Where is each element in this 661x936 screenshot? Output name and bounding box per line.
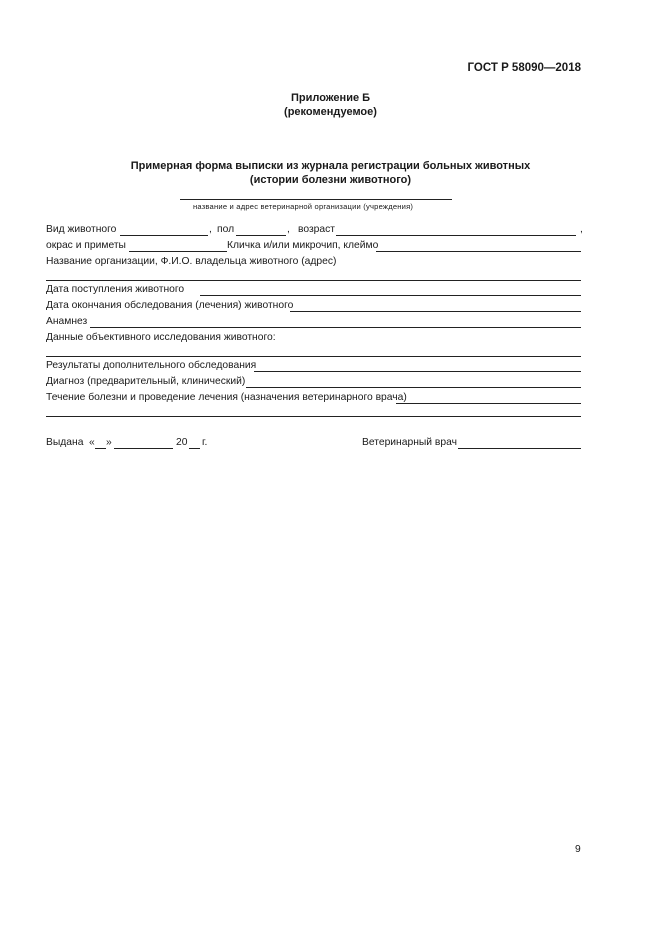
year-suffix: г.: [202, 437, 208, 448]
anamnesis-label: Анамнез: [46, 316, 88, 327]
treatment-field-continued[interactable]: [46, 416, 581, 417]
comma-3: ,: [580, 224, 583, 235]
form-title-line1: Примерная форма выписки из журнала регистрации больных животных: [130, 160, 531, 172]
org-caption: название и адрес ветеринарной организации (учреждения): [193, 202, 414, 211]
year-prefix: 20: [176, 437, 188, 448]
anamnesis-field[interactable]: [90, 316, 581, 328]
org-name-field[interactable]: [180, 199, 452, 200]
page-number: 9: [575, 844, 581, 855]
treatment-field[interactable]: [396, 392, 581, 404]
comma-1: ,: [209, 224, 212, 235]
animal-name-field[interactable]: [376, 240, 581, 252]
color-field[interactable]: [129, 240, 227, 252]
issued-label: Выдана: [46, 437, 84, 448]
additional-field[interactable]: [254, 360, 581, 372]
color-label: окрас и приметы: [46, 240, 126, 251]
treatment-label: Течение болезни и проведение лечения (назначения ветеринарного врача): [46, 392, 407, 403]
diagnosis-field[interactable]: [246, 376, 581, 388]
animal-name-label: Кличка и/или микрочип, клеймо: [227, 240, 379, 251]
objective-field[interactable]: [46, 356, 581, 357]
appendix-title: Приложение Б: [290, 92, 371, 104]
additional-label: Результаты дополнительного обследования: [46, 360, 257, 371]
quote-open: «: [89, 437, 95, 448]
species-label: Вид животного: [46, 224, 117, 235]
age-label: возраст: [298, 224, 336, 235]
standard-number: ГОСТ Р 58090—2018: [467, 62, 581, 74]
quote-close: »: [106, 437, 112, 448]
species-field[interactable]: [120, 224, 208, 236]
admission-field[interactable]: [200, 284, 581, 296]
comma-2: ,: [287, 224, 290, 235]
appendix-subtitle: (рекомендуемое): [284, 106, 377, 118]
vet-signature-field[interactable]: [458, 437, 581, 449]
admission-label: Дата поступления животного: [46, 284, 185, 295]
objective-label: Данные объективного исследования животного:: [46, 332, 276, 343]
issued-year-field[interactable]: [189, 437, 200, 449]
form-title-line2: (истории болезни животного): [249, 174, 412, 186]
owner-field[interactable]: [46, 280, 581, 281]
diagnosis-label: Диагноз (предварительный, клинический): [46, 376, 246, 387]
end-date-label: Дата окончания обследования (лечения) животного: [46, 300, 294, 311]
vet-label: Ветеринарный врач: [362, 437, 457, 448]
sex-field[interactable]: [236, 224, 286, 236]
age-field[interactable]: [336, 224, 576, 236]
issued-month-field[interactable]: [114, 437, 173, 449]
owner-label: Название организации, Ф.И.О. владельца животного (адрес): [46, 256, 337, 267]
end-date-field[interactable]: [290, 300, 581, 312]
issued-day-field[interactable]: [95, 437, 106, 449]
sex-label: пол: [217, 224, 235, 235]
